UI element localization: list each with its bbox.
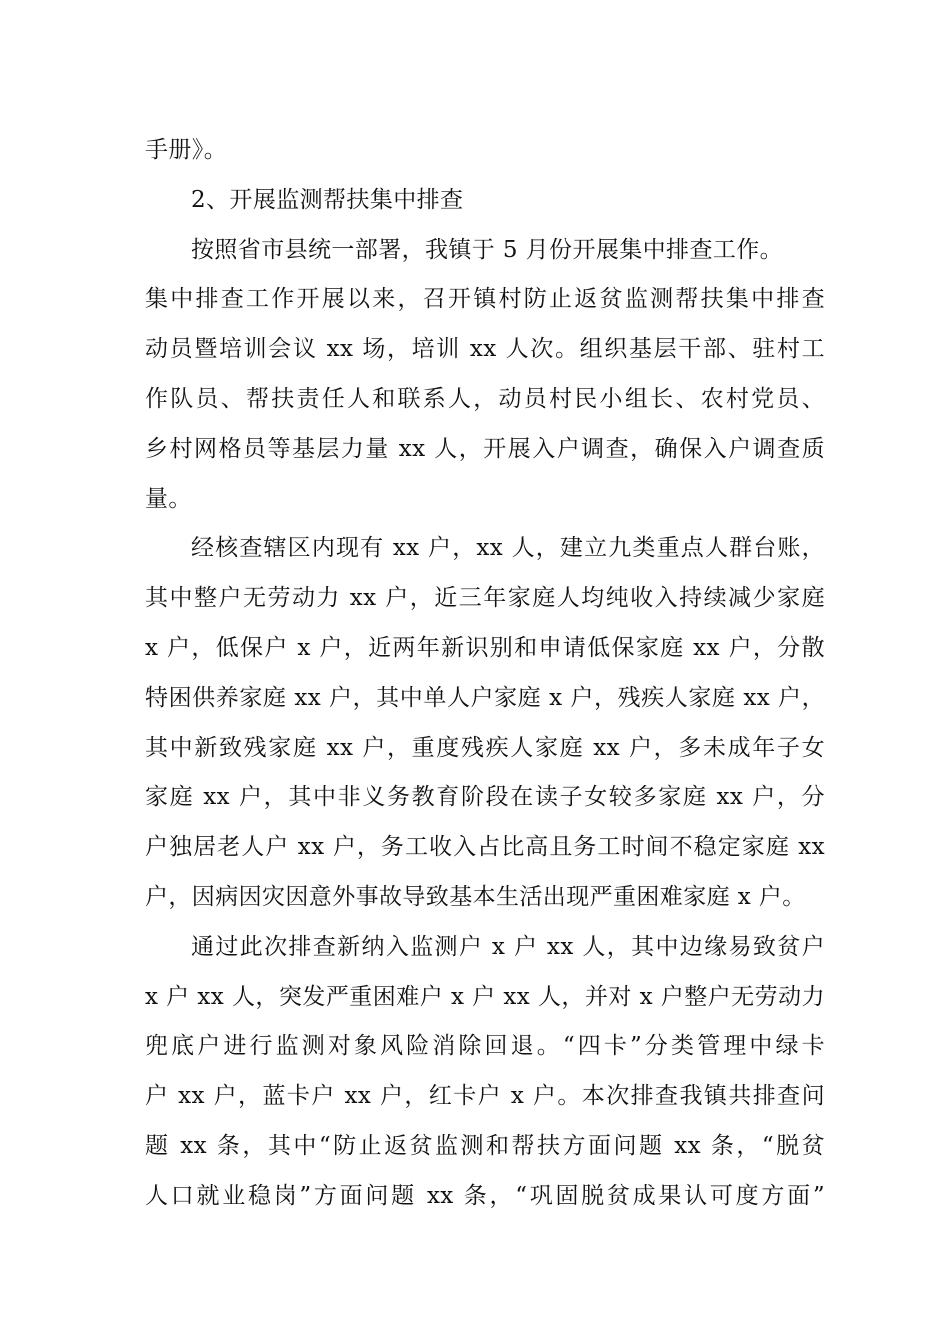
text-line: 人口就业稳岗”方面问题 xx 条，“巩固脱贫成果认可度方面”: [145, 1182, 825, 1209]
text-line: 量。: [145, 485, 192, 512]
text-line: 按照省市县统一部署，我镇于 5 月份开展集中排查工作。: [191, 236, 784, 263]
text-line: 题 xx 条，其中“防止返贫监测和帮扶方面问题 xx 条，“脱贫: [145, 1132, 825, 1159]
text-line: 户独居老人户 xx 户，务工收入占比高且务工时间不稳定家庭 xx: [145, 834, 825, 861]
text-line: 通过此次排查新纳入监测户 x 户 xx 人，其中边缘易致贫户: [191, 933, 825, 960]
text-line: 户，因病因灾因意外事故导致基本生活出现严重困难家庭 x 户。: [145, 883, 806, 910]
text-line: 乡村网格员等基层力量 xx 人，开展入户调查，确保入户调查质: [145, 435, 825, 462]
text-line: 集中排查工作开展以来，召开镇村防止返贫监测帮扶集中排查: [145, 286, 825, 313]
text-line: x 户，低保户 x 户，近两年新识别和申请低保家庭 xx 户，分散: [145, 634, 825, 661]
text-line: 动员暨培训会议 xx 场，培训 xx 人次。组织基层干部、驻村工: [145, 336, 825, 363]
text-line: 户 xx 户，蓝卡户 xx 户，红卡户 x 户。本次排查我镇共排查问: [145, 1083, 825, 1110]
text-line: 作队员、帮扶责任人和联系人，动员村民小组长、农村党员、: [145, 385, 825, 412]
text-line: 家庭 xx 户，其中非义务教育阶段在读子女较多家庭 xx 户，分: [145, 784, 825, 811]
text-line: 其中整户无劳动力 xx 户，近三年家庭人均纯收入持续减少家庭: [145, 585, 825, 612]
text-line: x 户 xx 人，突发严重困难户 x 户 xx 人，并对 x 户整户无劳动力: [145, 983, 825, 1010]
text-line: 手册》。: [145, 137, 228, 163]
section-heading: 2、开展监测帮扶集中排查: [191, 186, 464, 213]
text-line: 兜底户进行监测对象风险消除回退。“四卡”分类管理中绿卡: [145, 1033, 825, 1060]
document-body: [145, 126, 825, 1222]
text-line: 经核查辖区内现有 xx 户，xx 人，建立九类重点人群台账，: [191, 535, 825, 562]
text-line: 其中新致残家庭 xx 户，重度残疾人家庭 xx 户，多未成年子女: [145, 734, 825, 761]
text-line: 特困供养家庭 xx 户，其中单人户家庭 x 户，残疾人家庭 xx 户，: [145, 684, 825, 711]
